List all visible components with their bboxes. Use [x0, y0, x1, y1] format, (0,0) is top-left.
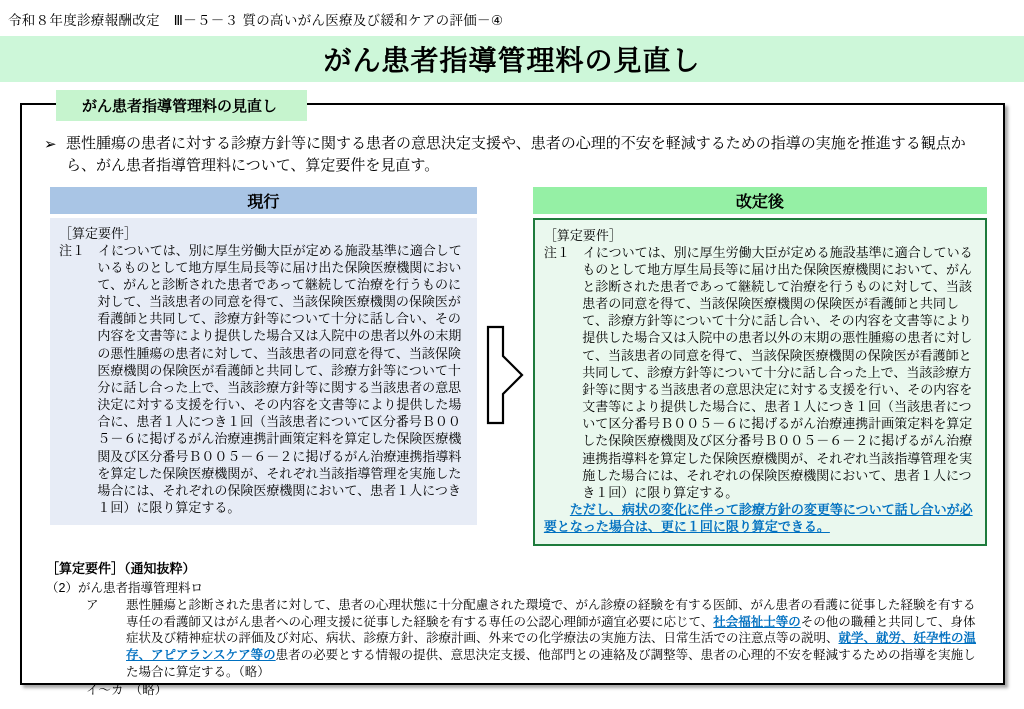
notice-heading: ［算定要件］（通知抜粋） [46, 561, 196, 577]
revised-note-paragraph [544, 244, 976, 501]
content-box [20, 98, 1005, 698]
current-column [50, 187, 477, 547]
current-note-text: イについては、別に厚生労働大臣が定める施設基準に適合しているものとして地方厚生局長等に届け出た保険医療機関において、がんと診断された患者であって継続して治療を行うものに対して、当該患者の同意を得て、当該保険医療機関の保険医が看護師と共同して、診療方針等について十分に話し合い、その内容を文書等により提供した場合又は入院中の患者以外の末期の悪性腫瘍の患者に対して、当該患者の同意を得て、当該保険医療機関の保険医が看護師と共同して、診療方針等について十分に話し合った上で、当該診療方針等に関する当該患者の意思決定に対する支援を行い、その内容を文書等により提供した場合に、患者１人につき１回（当該患者について区分番号Ｂ００５－６に掲げるがん治療連携計画策定料を算定した保険医療機関及び区分番号Ｂ００５－６－２に掲げるがん治療連携指導料を算定した保険医療機関が、それぞれ当該指導管理を実施した場合には、それぞれの保険医療機関において、患者１人につき１回）に限り算定する。 [97, 242, 462, 515]
notice-added-segment: 就学、就労、妊孕性の温存、アピアランスケア等の [126, 631, 977, 663]
notice-last-line: イ～カ （略） [86, 683, 168, 698]
notice-sub-label: ア [86, 597, 99, 612]
revised-addition-text: ただし、病状の変化に伴って診療方針の変更等について話し合いが必要となった場合は、更に１回に限り算定できる。 [543, 502, 973, 535]
right-block-arrow-icon [486, 325, 524, 425]
revised-column-header: 改定後 [533, 187, 987, 214]
summary-row [44, 133, 983, 177]
current-column-header: 現行 [50, 187, 477, 214]
page-title: がん患者指導管理料の見直し [323, 45, 701, 76]
notice-item-label: （2）がん患者指導管理料ロ [46, 580, 203, 595]
summary-text: 悪性腫瘍の患者に対する診療方針等に関する患者の意思決定支援や、患者の心理的不安を軽減するための指導の実施を推進する観点から、がん患者指導管理料について、算定要件を見直す。 [66, 135, 966, 174]
current-req-label: ［算定要件］ [59, 225, 138, 241]
bullet-arrow-icon: ➢ [44, 136, 57, 153]
revised-column [533, 187, 987, 547]
current-column-body [50, 218, 477, 526]
notice-section [38, 560, 987, 699]
current-note-paragraph [59, 242, 468, 517]
notice-text-segment: 患者の必要とする情報の提供、意思決定支援、他部門との連絡及び調整等、患者の心理的不安を軽減するための指導を実施した場合に算定する。（略） [126, 648, 976, 680]
title-banner [0, 36, 1024, 82]
revised-req-label: ［算定要件］ [543, 227, 622, 243]
comparison-columns [38, 187, 987, 547]
notice-sub-text [126, 597, 987, 681]
document-reference-label: 令和８年度診療報酬改定 Ⅲ－５－３ 質の高いがん医療及び緩和ケアの評価－④ [8, 13, 504, 28]
section-tab: がん患者指導管理料の見直し [56, 90, 307, 121]
revised-note-text: イについては、別に厚生労働大臣が定める施設基準に適合しているものとして地方厚生局長等に届け出た保険医療機関において、がんと診断された患者であって継続して治療を行うものに対して、当該患者の同意を得て、当該保険医療機関の保険医が看護師と共同して、診療方針等について十分に話し合い、その内容を文書等により提供した場合又は入院中の患者以外の末期の悪性腫瘍の患者に対して、当該患者の同意を得て、当該保険医療機関の保険医が看護師と共同して、診療方針等について十分に話し合った上で、当該診療方針等に関する当該患者の意思決定に対する支援を行い、その内容を文書等により提供した場合に、患者１人につき１回（当該患者について区分番号Ｂ００５－６に掲げるがん治療連携計画策定料を算定した保険医療機関及び区分番号Ｂ００５－６－２に掲げるがん治療連携指導料を算定した保険医療機関が、それぞれ当該指導管理を実施した場合には、それぞれの保険医療機関において、患者１人につき１回）に限り算定する。 [582, 244, 973, 500]
notice-sub-paragraph [86, 597, 987, 681]
notice-text-segment: その他の職種と共同して、身体症状及び精神症状の評価及び対応、病状、診療方針、診療計画、外来での化学療法の実施方法、日常生活での注意点等の説明、 [126, 614, 976, 646]
arrow-zone [477, 187, 533, 547]
revised-column-body [533, 218, 987, 547]
current-note-label: 注１ [59, 242, 86, 258]
revised-note-label: 注１ [543, 244, 570, 260]
notice-added-segment: 社会福祉士等の [713, 614, 801, 629]
notice-text-segment: 悪性腫瘍と診断された患者に対して、患者の心理状態に十分配慮された環境で、がん診療の経験を有する医師、がん患者の看護に従事した経験を有する専任の看護師又はがん患者への心理支援に従事した経験を有する専任の公認心理師が適宜必要に応じて、 [126, 597, 976, 629]
